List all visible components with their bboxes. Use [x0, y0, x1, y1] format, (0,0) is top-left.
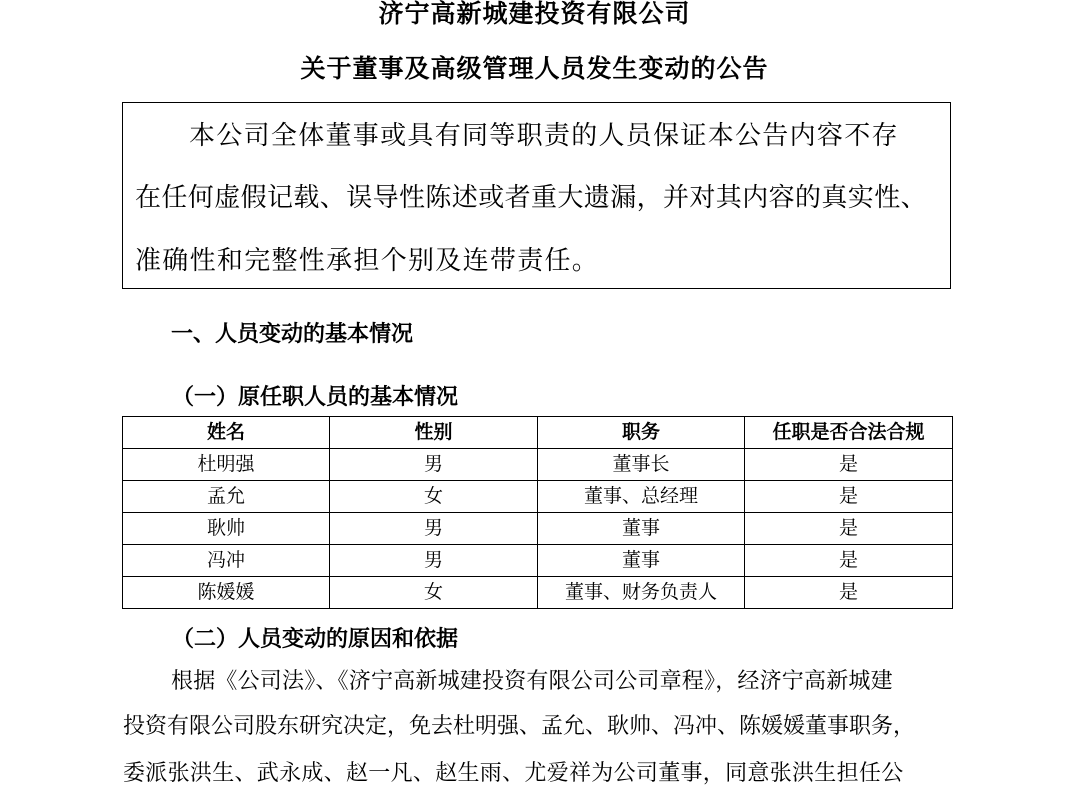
- table-cell: 杜明强: [123, 449, 330, 481]
- table-cell: 是: [745, 481, 953, 513]
- table-cell: 董事、总经理: [538, 481, 745, 513]
- table-cell: 女: [330, 577, 538, 609]
- table-row: [123, 481, 953, 513]
- column-header: 性别: [330, 417, 538, 449]
- subsection-heading: （二）人员变动的原因和依据: [172, 626, 459, 652]
- table-cell: 董事长: [538, 449, 745, 481]
- disclaimer-box: [122, 102, 951, 289]
- table-cell: 是: [745, 545, 953, 577]
- column-header: 职务: [538, 417, 745, 449]
- table-cell: 是: [745, 513, 953, 545]
- disclaimer-line: 本公司全体董事或具有同等职责的人员保证本公告内容不存: [189, 121, 899, 151]
- table-cell: 董事、财务负责人: [538, 577, 745, 609]
- disclaimer-line: 在任何虚假记载、误导性陈述或者重大遗漏，并对其内容的真实性、: [135, 183, 928, 213]
- table-cell: 耿帅: [123, 513, 330, 545]
- section-heading: 一、人员变动的基本情况: [171, 321, 414, 347]
- column-header: 任职是否合法合规: [745, 417, 953, 449]
- announcement-title: 关于董事及高级管理人员发生变动的公告: [300, 54, 769, 83]
- table-cell: 董事: [538, 513, 745, 545]
- table-cell: 男: [330, 513, 538, 545]
- staff-table: [122, 416, 953, 609]
- subsection-heading: （一）原任职人员的基本情况: [172, 384, 459, 410]
- table-cell: 孟允: [123, 481, 330, 513]
- table-cell: 董事: [538, 545, 745, 577]
- company-title: 济宁高新城建投资有限公司: [378, 0, 691, 28]
- disclaimer-line: 准确性和完整性承担个别及连带责任。: [135, 246, 600, 276]
- table-row: [123, 545, 953, 577]
- table-header-row: [123, 417, 953, 449]
- table-cell: 男: [330, 545, 538, 577]
- paragraph-line: 投资有限公司股东研究决定，免去杜明强、孟允、耿帅、冯冲、陈媛媛董事职务，: [123, 714, 916, 739]
- table-cell: 女: [330, 481, 538, 513]
- table-cell: 是: [745, 577, 953, 609]
- table-row: [123, 577, 953, 609]
- paragraph-line: 委派张洪生、武永成、赵一凡、赵生雨、尤爱祥为公司董事，同意张洪生担任公: [123, 761, 904, 786]
- table-cell: 男: [330, 449, 538, 481]
- table-cell: 陈媛媛: [123, 577, 330, 609]
- table-cell: 是: [745, 449, 953, 481]
- paragraph-line: 根据《公司法》、《济宁高新城建投资有限公司公司章程》，经济宁高新城建: [171, 669, 893, 694]
- table-row: [123, 449, 953, 481]
- table-cell: 冯冲: [123, 545, 330, 577]
- column-header: 姓名: [123, 417, 330, 449]
- table-row: [123, 513, 953, 545]
